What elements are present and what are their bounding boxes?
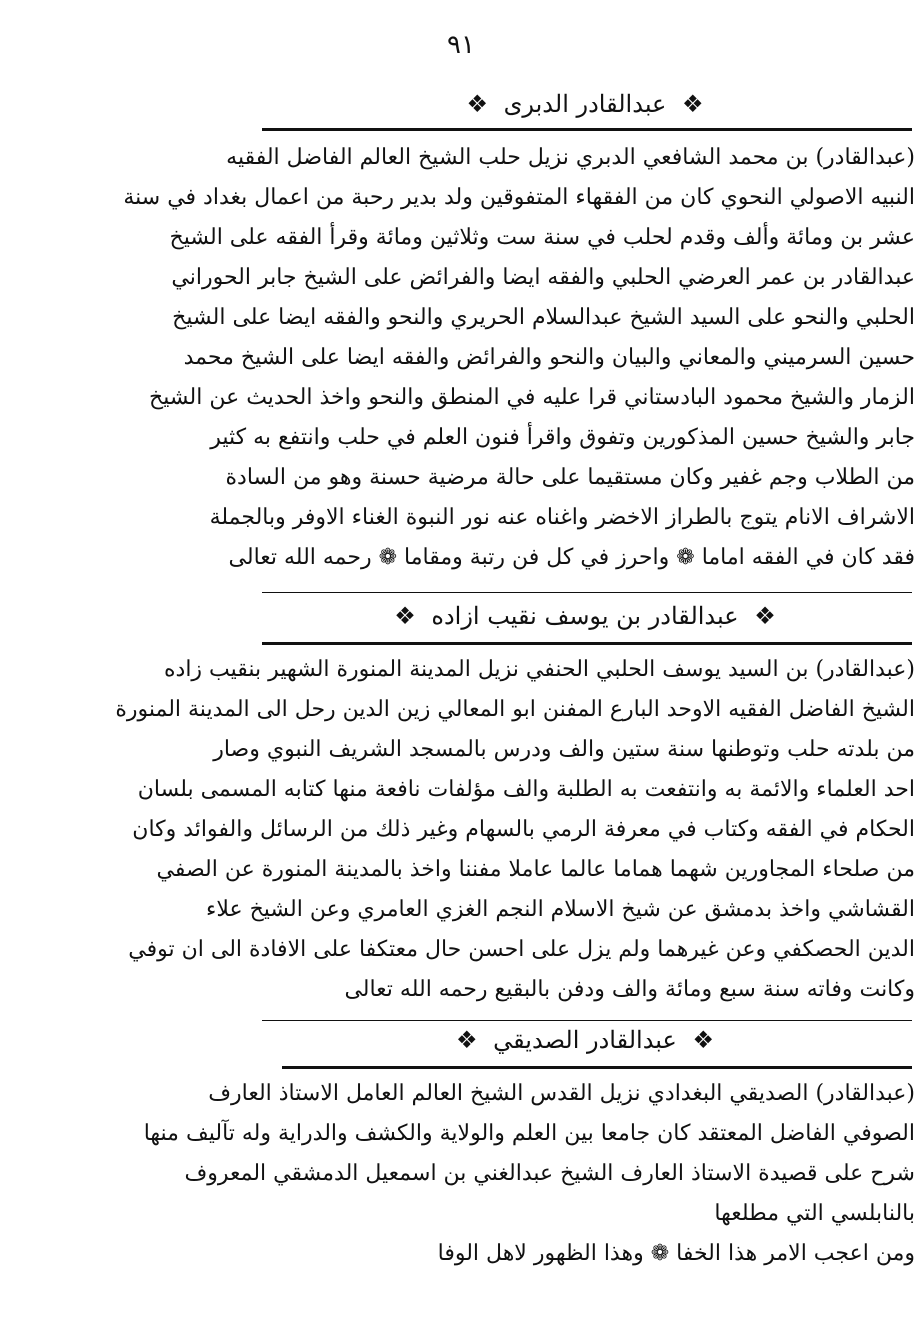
text-line: من الطلاب وجم غفير وكان مستقيما على حالة مرضية حسنة وهو من السادة [225,465,915,490]
text-line: الحلبي والنحو على السيد الشيخ عبدالسلام الحريري والنحو والفقه ايضا على الشيخ [172,305,915,330]
text-line: (عبدالقادر) الصديقي البغدادي نزيل القدس الشيخ العالم العامل الاستاذ العارف [208,1081,915,1106]
entry-heading-abdulqadir-alsiddiqi [255,1024,915,1056]
entry-body [143,1074,915,1274]
ornament-icon: ❖ [754,602,776,630]
text-line: (عبدالقادر) بن محمد الشافعي الدبري نزيل حلب الشيخ العالم الفاضل الفقيه [226,145,915,170]
text-line: (عبدالقادر) بن السيد يوسف الحلبي الحنفي نزيل المدينة المنورة الشهير بنقيب زاده [164,657,915,682]
entry-heading-abdulqadir-aldabri [255,88,915,120]
text-line: الحكام في الفقه وكتاب في معرفة الرمي بالسهام وغير ذلك من الرسائل والفوائد وكان [132,817,915,842]
text-line: شرح على قصيدة الاستاذ العارف الشيخ عبدالغني بن اسمعيل الدمشقي المعروف [184,1161,915,1186]
ornament-icon: ❖ [466,90,488,118]
ornament-icon: ❖ [692,1026,715,1054]
text-line: الشيخ الفاضل الفقيه الاوحد البارع المفنن ابو المعالي زين الدين رحل الى المدينة المنورة [115,697,915,722]
entry-heading-text: عبدالقادر الدبرى [503,90,667,118]
text-line: الصوفي الفاضل المعتقد كان جامعا بين العلم والولاية والكشف والدراية وله تآليف منها [143,1121,915,1146]
text-line: وكانت وفاته سنة سبع ومائة والف ودفن بالبقيع رحمه الله تعالى [344,977,915,1002]
text-line: من بلدته حلب وتوطنها سنة ستين والف ودرس بالمسجد الشريف النبوي وصار [213,737,915,762]
entry-heading-text: عبدالقادر بن يوسف نقيب ازاده [431,602,739,630]
entry-body [115,650,915,1010]
ornament-icon: ❖ [682,90,704,118]
ornament-icon: ❖ [455,1026,478,1054]
ornament-icon: ❖ [394,602,416,630]
text-line: احد العلماء والائمة به وانتفعت به الطلبة والف مؤلفات نافعة منها كتابه المسمى بلسان [137,777,915,802]
text-line: جابر والشيخ حسين المذكورين وتفوق واقرأ فنون العلم في حلب وانتفع به كثير [210,425,915,450]
heading-rule [282,1066,912,1069]
entry-heading-abdulqadir-naqibzadeh [255,600,915,632]
text-line: عبدالقادر بن عمر العرضي الحلبي والفقه ايضا والفرائض على الشيخ جابر الحوراني [171,265,915,290]
text-line: الدين الحصكفي وعن غيرهما ولم يزل على احسن حال معتكفا على الافادة الى ان توفي [128,937,915,962]
page-number: ٩١ [447,30,475,60]
text-line: من صلحاء المجاورين شهما هماما عالما عاملا مفننا واخذ بالمدينة المنورة عن الصفي [156,857,915,882]
text-line: فقد كان في الفقه اماما ❁ واحرز في كل فن رتبة ومقاما ❁ رحمه الله تعالى [228,545,915,570]
text-line: القشاشي واخذ بدمشق عن شيخ الاسلام النجم الغزي العامري وعن الشيخ علاء [205,897,915,922]
text-line: الزمار والشيخ محمود البادستاني قرا عليه في المنطق والنحو واخذ الحديث عن الشيخ [149,385,915,410]
verse-line: ومن اعجب الامر هذا الخفا ❁ وهذا الظهور لاهل الوفا [437,1241,915,1266]
text-line: حسين السرميني والمعاني والبيان والنحو والفرائض والفقه ايضا على الشيخ محمد [183,345,915,370]
heading-rule [262,642,912,645]
text-line: النبيه الاصولي النحوي كان من الفقهاء المتفوقين ولد بدير رحبة من اعمال بغداد في سنة [123,185,915,210]
text-line: بالنابلسي التي مطلعها [714,1201,915,1226]
section-divider [262,1020,912,1021]
text-line: عشر بن ومائة وألف وقدم لحلب في سنة ست وثلاثين ومائة وقرأ الفقه على الشيخ [169,225,915,250]
section-divider [262,592,912,593]
heading-rule [262,128,912,131]
entry-heading-text: عبدالقادر الصديقي [493,1026,677,1054]
entry-body [123,138,915,578]
text-line: الاشراف الانام يتوج بالطراز الاخضر واغناه عنه نور النبوة الغناء الاوفر وبالجملة [209,505,915,530]
